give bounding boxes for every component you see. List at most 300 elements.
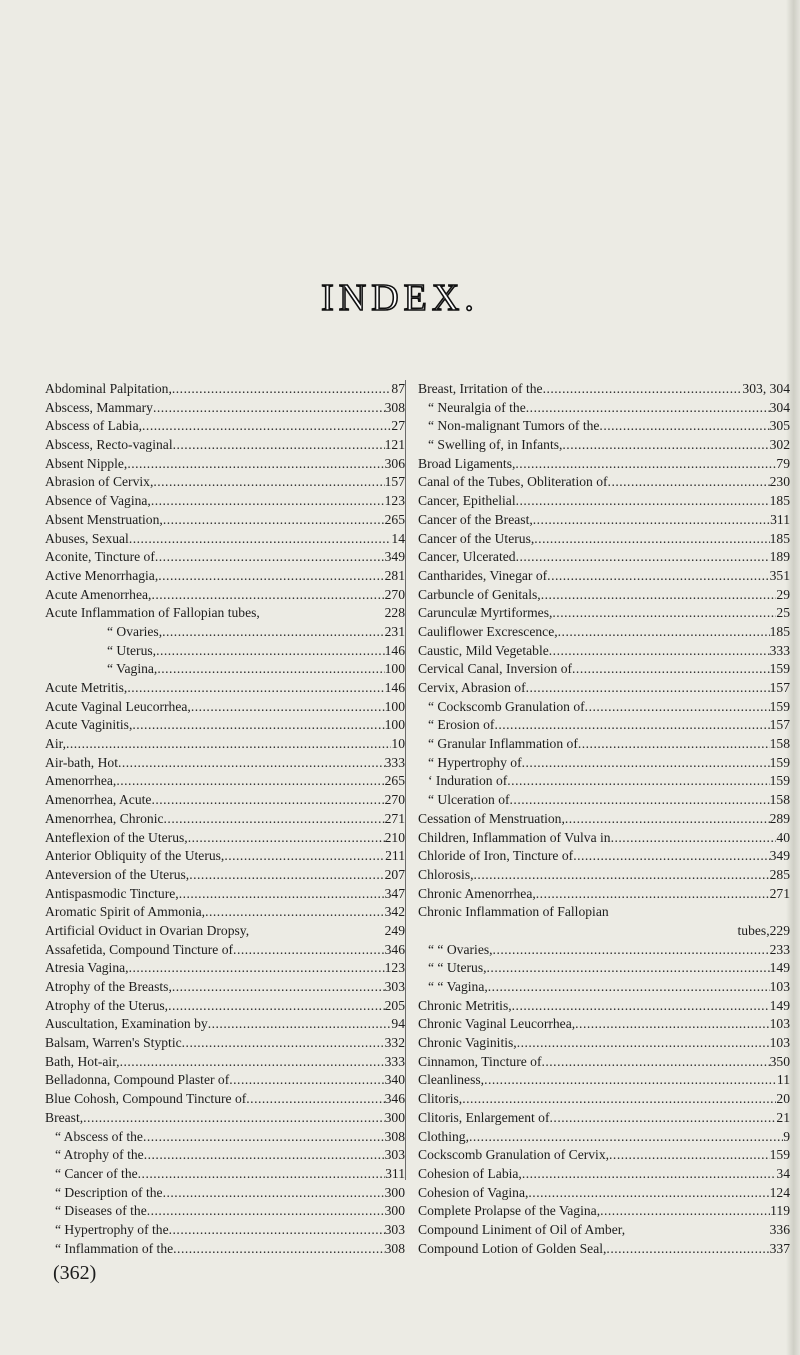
entry-label: “ Non-malignant Tumors of the <box>428 418 600 434</box>
dot-leader <box>143 1128 385 1147</box>
dot-leader <box>246 1090 384 1109</box>
dot-leader <box>608 473 770 492</box>
entry-page-number: 230 <box>769 474 790 490</box>
entry-label: Absent Nipple, <box>45 455 128 471</box>
dot-leader <box>469 1128 783 1147</box>
index-entry <box>45 436 405 455</box>
entry-page-number: 346 <box>384 1091 405 1107</box>
dot-leader <box>534 530 769 549</box>
dot-leader <box>144 1146 385 1165</box>
entry-page-number: 121 <box>384 437 405 453</box>
dot-leader <box>522 1165 777 1184</box>
entry-page-number: 229 <box>769 922 790 938</box>
dot-leader <box>233 941 385 960</box>
entry-page-number: 21 <box>776 1109 790 1125</box>
entry-page-number: 231 <box>384 623 405 639</box>
dot-leader <box>600 1202 770 1221</box>
entry-page-number: 185 <box>769 493 790 509</box>
index-entry <box>45 1034 405 1053</box>
dot-leader <box>151 492 385 511</box>
index-entry <box>418 548 790 567</box>
index-entry <box>45 399 405 418</box>
index-entry <box>45 492 405 511</box>
index-entry <box>45 1053 405 1072</box>
index-entry <box>418 586 790 605</box>
entry-label: “ Cockscomb Granulation of <box>428 698 585 714</box>
dot-leader <box>158 567 384 586</box>
page-number: (362) <box>53 1262 97 1285</box>
index-entry <box>45 698 405 717</box>
entry-page-number: 10 <box>391 736 405 752</box>
entry-page-number: 228 <box>384 605 405 621</box>
dot-leader <box>606 1240 769 1259</box>
entry-label: Antispasmodic Tincture, <box>45 885 179 901</box>
dot-leader <box>129 959 385 978</box>
entry-label: “ Inflammation of the <box>55 1240 174 1256</box>
dot-leader <box>129 530 392 549</box>
entry-page-number: 270 <box>384 586 405 602</box>
entry-page-number: 103 <box>769 1016 790 1032</box>
entry-page-number: 29 <box>776 586 790 602</box>
entry-label: Bath, Hot-air, <box>45 1053 120 1069</box>
index-entry <box>418 1128 790 1147</box>
entry-page-number: 123 <box>384 493 405 509</box>
dot-leader <box>536 885 770 904</box>
dot-leader <box>189 866 384 885</box>
entry-label: Blue Cohosh, Compound Tincture of <box>45 1091 247 1107</box>
index-entry <box>418 772 790 791</box>
entry-page-number: 308 <box>384 399 405 415</box>
dot-leader <box>83 1109 384 1128</box>
entry-page-number: 270 <box>384 792 405 808</box>
dot-leader <box>507 772 769 791</box>
entry-label: “ Swelling of, in Infants, <box>428 437 563 453</box>
index-entry <box>45 1184 405 1203</box>
dot-leader <box>541 1053 769 1072</box>
entry-page-number: 87 <box>391 381 405 396</box>
entry-page-number: 146 <box>384 680 405 695</box>
index-entry <box>45 567 405 586</box>
entry-page-number: 100 <box>384 717 405 733</box>
index-entry <box>45 810 405 829</box>
dot-leader <box>572 660 770 679</box>
dot-leader <box>162 623 385 642</box>
entry-label: Air-bath, Hot <box>45 754 118 770</box>
index-entry <box>418 997 790 1016</box>
index-entry <box>418 473 790 492</box>
dot-leader <box>565 810 770 829</box>
index-entry <box>418 885 790 904</box>
entry-label: Acute Metritis, <box>45 680 128 695</box>
index-entry <box>45 679 405 698</box>
entry-label: tubes, <box>737 922 770 938</box>
dot-leader <box>127 679 384 698</box>
entry-page-number: 119 <box>770 1203 790 1219</box>
index-entry <box>45 959 405 978</box>
entry-page-number: 308 <box>384 1128 405 1144</box>
entry-label: Belladonna, Compound Plaster of <box>45 1072 230 1088</box>
entry-page-number: 289 <box>769 810 790 826</box>
dot-leader <box>487 959 770 978</box>
entry-page-number: 159 <box>769 773 790 789</box>
index-entry <box>418 567 790 586</box>
entry-label: Atrophy of the Breasts, <box>45 979 172 994</box>
dot-leader <box>172 380 392 399</box>
column-divider <box>405 380 406 1180</box>
entry-label: Clothing, <box>418 1128 469 1144</box>
entry-label: Abscess, Mammary <box>45 399 153 415</box>
dot-leader <box>164 810 385 829</box>
dot-leader <box>549 642 770 661</box>
entry-page-number: 233 <box>769 941 790 957</box>
dot-leader <box>462 1090 776 1109</box>
index-entry <box>418 530 790 549</box>
entry-label: Aromatic Spirit of Ammonia, <box>45 904 206 920</box>
index-entry <box>45 941 405 960</box>
entry-label: Cauliflower Excrescence, <box>418 623 558 639</box>
entry-page-number: 332 <box>384 1035 405 1051</box>
entry-page-number: 300 <box>384 1184 405 1200</box>
dot-leader <box>163 511 385 530</box>
index-entry <box>418 1184 790 1203</box>
dot-leader <box>155 548 385 567</box>
index-entry <box>418 1221 790 1240</box>
entry-label: Caustic, Mild Vegetable <box>418 642 549 658</box>
entry-page-number: 285 <box>769 866 790 882</box>
dot-leader <box>517 1034 770 1053</box>
entry-label: Broad Ligaments, <box>418 455 516 471</box>
index-entry <box>45 997 405 1016</box>
entry-label: “ “ Vagina, <box>428 979 488 994</box>
index-entry <box>45 735 405 754</box>
entry-label: Anteflexion of the Uterus, <box>45 829 188 845</box>
entry-label: “ Uterus, <box>107 642 157 658</box>
index-entry <box>45 1015 405 1034</box>
entry-page-number: 79 <box>776 455 790 471</box>
entry-page-number: 103 <box>769 1035 790 1051</box>
entry-page-number: 311 <box>770 511 790 527</box>
dot-leader <box>173 436 385 455</box>
entry-label: “ Atrophy of the <box>55 1147 144 1163</box>
index-entry <box>418 604 790 623</box>
entry-label: Atresia Vagina, <box>45 960 129 976</box>
entry-label: Carunculæ Myrtiformes, <box>418 605 553 621</box>
entry-label: Cohesion of Labia, <box>418 1165 522 1181</box>
entry-label: “ Diseases of the <box>55 1203 147 1219</box>
index-entry <box>45 1090 405 1109</box>
dot-leader <box>132 716 384 735</box>
entry-page-number: 303 <box>384 1221 405 1237</box>
dot-leader <box>120 1053 385 1072</box>
index-entry <box>418 1015 790 1034</box>
index-entry <box>45 455 405 474</box>
dot-leader <box>153 399 385 418</box>
entry-page-number: 350 <box>769 1053 790 1069</box>
entry-page-number: 149 <box>769 960 790 976</box>
index-entry <box>418 1146 790 1165</box>
entry-label: Cancer of the Uterus, <box>418 530 535 546</box>
dot-leader <box>552 604 776 623</box>
entry-page-number: 210 <box>384 829 405 845</box>
dot-leader <box>585 698 770 717</box>
entry-label: Artificial Oviduct in Ovarian Dropsy, <box>45 922 250 938</box>
dot-leader <box>516 548 770 567</box>
entry-page-number: 271 <box>769 885 790 901</box>
entry-label: Atrophy of the Uterus, <box>45 997 169 1013</box>
index-entry <box>418 492 790 511</box>
entry-page-number: 265 <box>384 773 405 789</box>
entry-label: Cervical Canal, Inversion of <box>418 661 573 677</box>
dot-leader <box>494 716 769 735</box>
index-entry <box>45 847 405 866</box>
index-entry <box>45 642 405 661</box>
index-entry <box>45 1221 405 1240</box>
index-entry <box>418 417 790 436</box>
entry-label: “ Granular Inflammation of <box>428 736 578 752</box>
entry-label: Amenorrhea, Chronic <box>45 810 164 826</box>
entry-label: Cervix, Abrasion of <box>418 680 526 695</box>
entry-label: “ Neuralgia of the <box>428 399 526 415</box>
entry-label: Active Menorrhagia, <box>45 567 159 583</box>
entry-label: Cessation of Menstruation, <box>418 810 565 826</box>
dot-leader <box>547 567 769 586</box>
dot-leader <box>533 511 770 530</box>
index-entry <box>418 1034 790 1053</box>
entry-label: Cinnamon, Tincture of <box>418 1053 542 1069</box>
entry-page-number: 304 <box>769 399 790 415</box>
index-entry <box>418 455 790 474</box>
entry-label: “ Vagina, <box>107 661 158 677</box>
dot-leader <box>229 1071 384 1090</box>
index-entry <box>45 1071 405 1090</box>
entry-page-number: 211 <box>385 848 405 864</box>
entry-page-number: 14 <box>391 530 405 546</box>
entry-label: Carbuncle of Genitals, <box>418 586 541 602</box>
index-entry <box>418 1090 790 1109</box>
dot-leader <box>516 492 770 511</box>
dot-leader <box>118 754 385 773</box>
entry-page-number: 40 <box>776 829 790 845</box>
dot-leader <box>573 847 769 866</box>
dot-leader <box>163 1184 385 1203</box>
entry-label: “ “ Uterus, <box>428 960 487 976</box>
entry-page-number: 302 <box>769 437 790 453</box>
entry-label: Balsam, Warren's Styptic <box>45 1035 182 1051</box>
dot-leader <box>522 754 770 773</box>
entry-page-number: 205 <box>384 997 405 1013</box>
index-entry <box>418 866 790 885</box>
entry-label: Absent Menstruation, <box>45 511 163 527</box>
dot-leader <box>550 1109 777 1128</box>
entry-label: “ Description of the <box>55 1184 163 1200</box>
index-entry <box>418 511 790 530</box>
entry-label: Abuses, Sexual <box>45 530 129 546</box>
entry-label: Compound Lotion of Golden Seal, <box>418 1240 607 1256</box>
index-entry <box>45 380 405 399</box>
entry-page-number: 308 <box>384 1240 405 1256</box>
index-entry <box>45 623 405 642</box>
entry-page-number: 159 <box>769 698 790 714</box>
entry-label: Auscultation, Examination by <box>45 1016 208 1032</box>
entry-label: Air, <box>45 736 66 752</box>
entry-page-number: 157 <box>384 474 405 490</box>
entry-label: Acute Vaginal Leucorrhea, <box>45 698 191 714</box>
dot-leader <box>515 455 776 474</box>
dot-leader <box>182 1034 385 1053</box>
entry-page-number: 300 <box>384 1203 405 1219</box>
dot-leader <box>526 399 770 418</box>
entry-label: ‘ Induration of <box>428 773 508 789</box>
dot-leader <box>156 642 385 661</box>
index-column-right <box>418 380 790 1258</box>
dot-leader <box>147 1202 385 1221</box>
entry-label: Cohesion of Vagina, <box>418 1184 529 1200</box>
page-title: INDEX. <box>321 277 479 319</box>
index-entry <box>418 436 790 455</box>
entry-page-number: 149 <box>769 997 790 1013</box>
index-entry <box>418 642 790 661</box>
index-entry <box>418 959 790 978</box>
entry-label: “ Hypertrophy of the <box>55 1221 169 1237</box>
dot-leader <box>116 772 384 791</box>
entry-label: Canal of the Tubes, Obliteration of <box>418 474 608 490</box>
entry-page-number: 158 <box>769 792 790 808</box>
entry-page-number: 342 <box>384 904 405 920</box>
index-entry <box>418 698 790 717</box>
entry-label: Acute Inflammation of Fallopian tubes, <box>45 605 260 621</box>
entry-label: “ Erosion of <box>428 717 495 733</box>
entry-label: Complete Prolapse of the Vagina, <box>418 1203 601 1219</box>
entry-page-number: 159 <box>769 754 790 770</box>
entry-page-number: 249 <box>384 922 405 938</box>
entry-page-number: 123 <box>384 960 405 976</box>
index-entry <box>45 829 405 848</box>
entry-label: Anteversion of the Uterus, <box>45 866 190 882</box>
entry-label: Cancer, Epithelial <box>418 493 516 509</box>
index-entry <box>45 1165 405 1184</box>
entry-label: Clitoris, Enlargement of <box>418 1109 550 1125</box>
entry-label: Chronic Vaginitis, <box>418 1035 517 1051</box>
entry-label: Acute Amenorrhea, <box>45 586 152 602</box>
entry-page-number: 333 <box>384 1053 405 1069</box>
entry-label: “ “ Ovaries, <box>428 941 493 957</box>
dot-leader <box>127 455 384 474</box>
entry-page-number: 185 <box>769 530 790 546</box>
dot-leader <box>558 623 770 642</box>
index-entry <box>45 1109 405 1128</box>
entry-page-number: 100 <box>384 661 405 677</box>
index-entry <box>418 829 790 848</box>
index-entry <box>418 679 790 698</box>
entry-page-number: 271 <box>384 810 405 826</box>
dot-leader <box>493 941 770 960</box>
entry-page-number: 103 <box>769 979 790 994</box>
entry-label: Children, Inflammation of Vulva in <box>418 829 611 845</box>
dot-leader <box>528 1184 769 1203</box>
entry-page-number: 34 <box>776 1165 790 1181</box>
index-entry <box>418 399 790 418</box>
index-entry <box>418 1202 790 1221</box>
entry-label: Chronic Metritis, <box>418 997 512 1013</box>
index-entry <box>45 1146 405 1165</box>
dot-leader <box>66 735 391 754</box>
index-entry <box>418 922 790 941</box>
dot-leader <box>168 997 385 1016</box>
dot-leader <box>151 586 384 605</box>
entry-label: Abrasion of Cervix, <box>45 474 154 490</box>
index-entry <box>45 604 405 623</box>
entry-page-number: 340 <box>384 1072 405 1088</box>
index-entry <box>45 772 405 791</box>
index-entry <box>418 735 790 754</box>
entry-page-number: 336 <box>769 1221 790 1237</box>
index-entry <box>45 866 405 885</box>
index-entry <box>418 1165 790 1184</box>
dot-leader <box>172 978 385 997</box>
index-entry <box>418 1053 790 1072</box>
dot-leader <box>611 829 777 848</box>
entry-label: Absence of Vagina, <box>45 493 151 509</box>
entry-label: Acute Vaginitis, <box>45 717 133 733</box>
index-entry <box>418 754 790 773</box>
index-entry <box>418 716 790 735</box>
index-entry <box>45 922 405 941</box>
dot-leader <box>205 903 385 922</box>
entry-page-number: 207 <box>384 866 405 882</box>
entry-label: Chlorosis, <box>418 866 474 882</box>
entry-page-number: 157 <box>769 717 790 733</box>
entry-label: Chronic Inflammation of Fallopian <box>418 904 609 920</box>
entry-page-number: 303, 304 <box>742 381 790 396</box>
index-entry <box>45 754 405 773</box>
index-entry <box>45 885 405 904</box>
entry-label: “ Cancer of the <box>55 1165 138 1181</box>
dot-leader <box>474 866 770 885</box>
dot-leader <box>488 978 770 997</box>
entry-page-number: 300 <box>384 1109 405 1125</box>
dot-leader <box>224 847 385 866</box>
index-entry <box>45 548 405 567</box>
dot-leader <box>157 660 384 679</box>
dot-leader <box>208 1015 392 1034</box>
dot-leader <box>153 473 384 492</box>
entry-page-number: 185 <box>769 623 790 639</box>
index-entry <box>418 941 790 960</box>
entry-label: Chronic Amenorrhea, <box>418 885 536 901</box>
index-entry <box>418 978 790 997</box>
index-entry <box>45 1128 405 1147</box>
entry-label: Clitoris, <box>418 1091 463 1107</box>
index-entry <box>45 716 405 735</box>
dot-leader <box>526 679 770 698</box>
dot-leader <box>169 1221 385 1240</box>
index-entry <box>45 511 405 530</box>
entry-page-number: 311 <box>385 1165 405 1181</box>
dot-leader <box>541 586 777 605</box>
entry-page-number: 124 <box>769 1184 790 1200</box>
index-entry <box>418 623 790 642</box>
entry-label: Cleanliness, <box>418 1072 485 1088</box>
entry-page-number: 94 <box>391 1016 405 1032</box>
entry-page-number: 303 <box>384 1147 405 1163</box>
index-column-left <box>45 380 405 1286</box>
entry-label: Chloride of Iron, Tincture of <box>418 848 574 864</box>
entry-page-number: 349 <box>384 549 405 565</box>
entry-label: “ Ovaries, <box>107 623 163 639</box>
index-entry <box>45 530 405 549</box>
entry-label: Assafetida, Compound Tincture of <box>45 941 234 957</box>
entry-page-number: 9 <box>783 1128 790 1144</box>
